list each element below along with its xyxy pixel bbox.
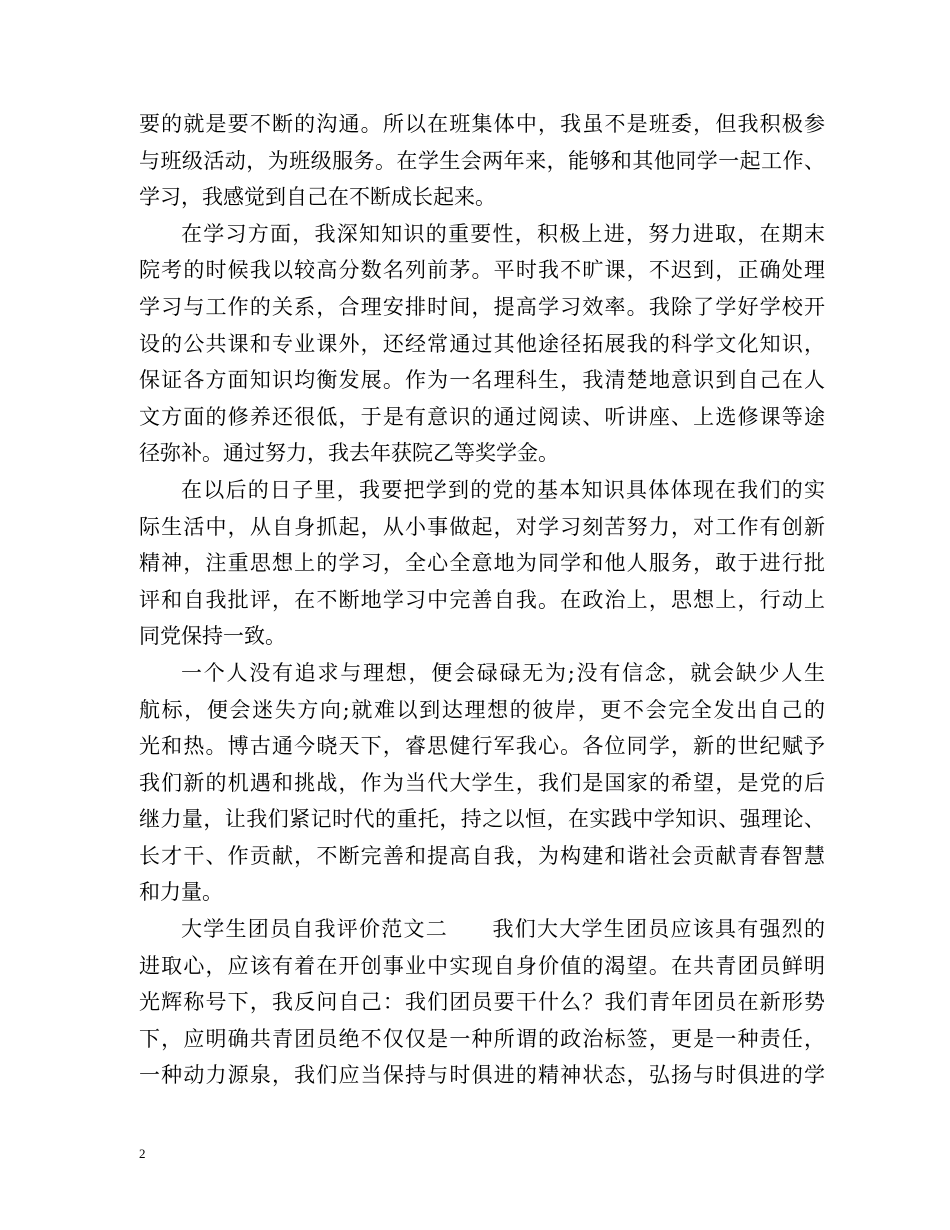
text-line: 光辉称号下，我反问自己：我们团员要干什么？我们青年团员在新形势	[139, 990, 825, 1015]
text-line: 设的公共课和专业课外，还经常通过其他途径拓展我的科学文化知识，	[139, 331, 825, 356]
text-line: 文方面的修养还很低，于是有意识的通过阅读、听讲座、上选修课等途	[139, 404, 825, 429]
text-line: 与班级活动，为班级服务。在学生会两年来，能够和其他同学一起工作、	[139, 148, 825, 173]
text-line: 航标，便会迷失方向;就难以到达理想的彼岸，更不会完全发出自己的	[139, 697, 825, 722]
text-line: 光和热。博古通今晓天下，睿思健行军我心。各位同学，新的世纪赋予	[139, 734, 825, 759]
text-line: 精神，注重思想上的学习，全心全意地为同学和他人服务，敢于进行批	[139, 551, 825, 576]
text-line: 我们新的机遇和挑战，作为当代大学生，我们是国家的希望，是党的后	[139, 770, 825, 795]
text-line: 和力量。	[139, 880, 223, 905]
text-line: 评和自我批评，在不断地学习中完善自我。在政治上，思想上，行动上	[139, 587, 825, 612]
text-line: 保证各方面知识均衡发展。作为一名理科生，我清楚地意识到自己在人	[139, 368, 825, 393]
text-line: 学习，我感觉到自己在不断成长起来。	[139, 185, 496, 210]
paragraph-3	[139, 472, 825, 655]
text-line: 径弥补。通过努力，我去年获院乙等奖学金。	[139, 441, 559, 466]
paragraph-2	[139, 216, 825, 472]
text-line: 继力量，让我们紧记时代的重托，持之以恒，在实践中学知识、强理论、	[139, 807, 825, 832]
paragraph-1	[139, 106, 825, 216]
paragraph-4	[139, 655, 825, 911]
text-line: 大学生团员自我评价范文二 我们大大学生团员应该具有强烈的	[181, 917, 825, 942]
text-line: 际生活中，从自身抓起，从小事做起，对学习刻苦努力，对工作有创新	[139, 514, 825, 539]
text-line: 同党保持一致。	[139, 624, 286, 649]
document-body	[139, 106, 825, 1094]
page-number: 2	[139, 1146, 146, 1161]
text-line: 在学习方面，我深知知识的重要性，积极上进，努力进取，在期末	[181, 221, 825, 246]
paragraph-5	[139, 911, 825, 1094]
text-line: 一种动力源泉，我们应当保持与时俱进的精神状态，弘扬与时俱进的学	[139, 1063, 825, 1088]
text-line: 下，应明确共青团员绝不仅仅是一种所谓的政治标签，更是一种责任，	[139, 1026, 825, 1051]
text-line: 院考的时候我以较高分数名列前茅。平时我不旷课，不迟到，正确处理	[139, 258, 825, 283]
text-line: 一个人没有追求与理想，便会碌碌无为;没有信念，就会缺少人生	[181, 660, 825, 685]
text-line: 学习与工作的关系，合理安排时间，提高学习效率。我除了学好学校开	[139, 294, 825, 319]
text-line: 进取心，应该有着在开创事业中实现自身价值的渴望。在共青团员鲜明	[139, 953, 825, 978]
text-line: 长才干、作贡献，不断完善和提高自我，为构建和谐社会贡献青春智慧	[139, 843, 825, 868]
text-line: 在以后的日子里，我要把学到的党的基本知识具体体现在我们的实	[181, 477, 825, 502]
text-line: 要的就是要不断的沟通。所以在班集体中，我虽不是班委，但我积极参	[139, 112, 825, 136]
